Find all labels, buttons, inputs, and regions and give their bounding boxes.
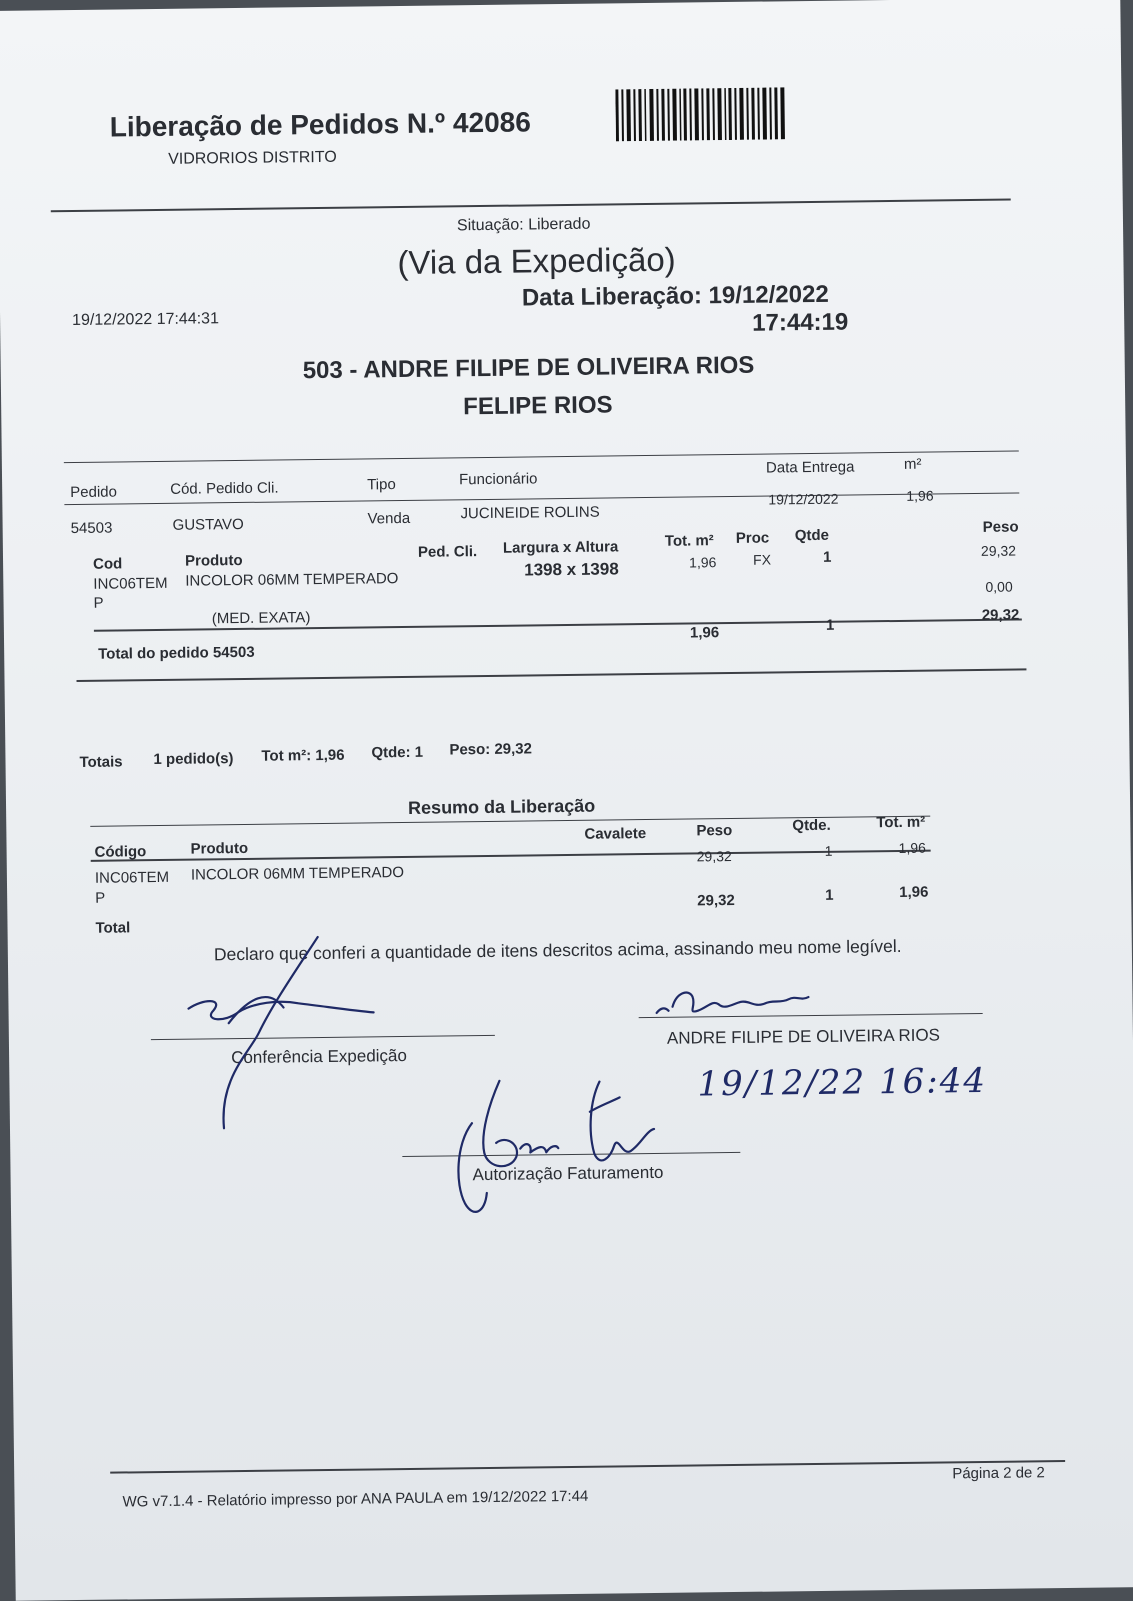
release-date: Data Liberação: 19/12/2022 (521, 280, 829, 312)
totals-pedidos: 1 pedido(s) (153, 750, 234, 769)
summary-qtde: 1 (824, 842, 833, 859)
order-cod-pedido-cli: GUSTAVO (172, 515, 244, 534)
summary-header-produto: Produto (190, 839, 249, 858)
summary-header-qtde: Qtde. (792, 816, 831, 835)
summary-header-peso: Peso (696, 821, 733, 840)
item-header-qtde: Qtde (794, 526, 830, 545)
client-alias: FELIPE RIOS (463, 391, 613, 421)
item-header-proc: Proc (735, 529, 770, 547)
summary-cod-line2: P (95, 889, 106, 907)
item-tot-m2: 1,96 (689, 554, 717, 571)
item-dims: 1398 x 1398 (524, 559, 619, 580)
order-m2: 1,96 (906, 487, 934, 504)
col-header-funcionario: Funcionário (458, 470, 538, 489)
col-header-pedido: Pedido (70, 483, 118, 502)
item-header-cod: Cod (92, 555, 123, 573)
autorizacao-signature (449, 1071, 671, 1224)
item-peso-extra: 0,00 (985, 578, 1013, 595)
footer-printed-by: WG v7.1.4 - Relatório impresso por ANA PAULA em 19/12/2022 17:44 (122, 1487, 589, 1511)
summary-tot-m2: 1,96 (898, 839, 926, 856)
summary-header-tot-m2: Tot. m² (876, 813, 926, 832)
item-header-dims: Largura x Altura (502, 538, 619, 557)
item-cod-line1: INC06TEM (93, 574, 168, 593)
document-title: Liberação de Pedidos N.º 42086 (109, 106, 531, 143)
order-tipo: Venda (367, 509, 411, 528)
summary-peso: 29,32 (696, 848, 732, 865)
release-time: 17:44:19 (752, 308, 849, 337)
totals-qtde: Qtde: 1 (371, 743, 424, 762)
client-name: 503 - ANDRE FILIPE DE OLIVEIRA RIOS (302, 351, 755, 385)
order-data-entrega: 19/12/2022 (768, 490, 839, 508)
col-header-m2: m² (903, 455, 922, 473)
item-header-tot-m2: Tot. m² (664, 532, 714, 550)
item-proc: FX (752, 551, 772, 568)
order-total-tot-m2: 1,96 (689, 624, 720, 642)
summary-total-peso: 29,32 (697, 891, 735, 910)
totals-tot-m2: Tot m²: 1,96 (261, 746, 345, 765)
item-qtde: 1 (822, 548, 832, 566)
barcode (615, 87, 786, 141)
order-table-top-rule (64, 450, 1019, 463)
item-header-produto: Produto (184, 551, 243, 570)
col-header-data-entrega: Data Entrega (765, 458, 855, 477)
item-produto: INCOLOR 06MM TEMPERADO (185, 570, 399, 590)
item-cod-line2: P (93, 594, 104, 612)
order-table-bottom-rule (77, 668, 1027, 682)
company-name: VIDRORIOS DISTRITO (168, 148, 337, 168)
summary-header-cavalete: Cavalete (584, 825, 647, 843)
order-pedido: 54503 (70, 519, 113, 538)
footer-rule (110, 1460, 1065, 1474)
summary-produto: INCOLOR 06MM TEMPERADO (190, 864, 405, 884)
order-total-peso: 29,32 (981, 606, 1020, 624)
summary-total-tot-m2: 1,96 (899, 883, 929, 901)
status-text: Situação: Liberado (456, 215, 591, 235)
item-obs: (MED. EXATA) (211, 609, 311, 628)
client-signature (648, 981, 828, 1023)
handwritten-date: 19/12/22 16:44 (697, 1060, 988, 1105)
order-total-label: Total do pedido 54503 (98, 643, 255, 663)
summary-title: Resumo da Liberação (407, 795, 596, 818)
autorizacao-label: Autorização Faturamento (472, 1162, 664, 1185)
summary-cod-line1: INC06TEM (94, 868, 170, 887)
summary-total-qtde: 1 (825, 886, 834, 904)
col-header-cod-pedido-cli: Cód. Pedido Cli. (170, 479, 279, 498)
print-timestamp: 19/12/2022 17:44:31 (72, 310, 220, 330)
col-header-tipo: Tipo (367, 476, 396, 494)
summary-header-codigo: Código (94, 843, 147, 861)
totals-peso: Peso: 29,32 (449, 740, 533, 759)
declaration-text: Declaro que conferi a quantidade de itens descritos acima, assinando meu nome legível. (213, 935, 902, 965)
summary-total-label: Total (95, 919, 131, 937)
order-funcionario: JUCINEIDE ROLINS (460, 503, 600, 523)
conferencia-signature (178, 926, 401, 1159)
conferencia-label: Conferência Expedição (231, 1045, 408, 1068)
footer-page-number: Página 2 de 2 (952, 1464, 1045, 1483)
item-header-peso: Peso (982, 518, 1019, 536)
header-divider (51, 199, 1011, 213)
client-signature-name: ANDRE FILIPE DE OLIVEIRA RIOS (666, 1025, 941, 1048)
totals-label: Totais (79, 753, 123, 771)
via-heading: (Via da Expedição) (397, 240, 676, 282)
item-header-ped-cli: Ped. Cli. (417, 543, 478, 561)
order-total-qtde: 1 (825, 616, 835, 634)
item-peso: 29,32 (980, 542, 1017, 559)
